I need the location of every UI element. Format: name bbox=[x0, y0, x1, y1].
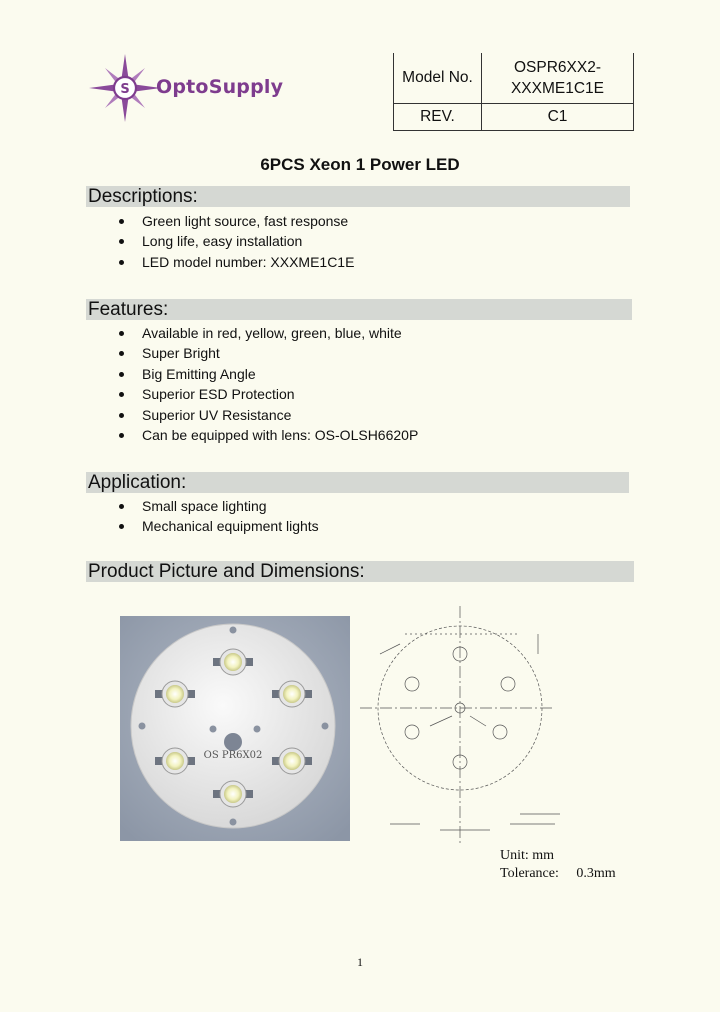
model-number-line1: OSPR6XX2- bbox=[513, 58, 601, 76]
model-label: Model No. bbox=[394, 53, 482, 103]
list-item: Long life, easy installation bbox=[86, 231, 354, 251]
list-item: Can be equipped with lens: OS-OLSH6620P bbox=[86, 425, 418, 445]
descriptions-list bbox=[86, 211, 354, 272]
list-item: Superior UV Resistance bbox=[86, 405, 418, 425]
tolerance-row bbox=[500, 866, 616, 882]
list-item: Green light source, fast response bbox=[86, 211, 354, 231]
model-info-table bbox=[393, 53, 634, 131]
features-heading: Features: bbox=[86, 299, 632, 320]
model-number-line2: XXXME1C1E bbox=[510, 79, 605, 97]
features-list bbox=[86, 323, 418, 445]
document-title: 6PCS Xeon 1 Power LED bbox=[260, 155, 460, 174]
page-number: 1 bbox=[357, 955, 363, 969]
application-list bbox=[86, 496, 319, 537]
rev-label: REV. bbox=[394, 103, 482, 130]
application-heading: Application: bbox=[86, 472, 629, 493]
list-item: Small space lighting bbox=[86, 496, 319, 516]
rev-value: C1 bbox=[482, 103, 634, 130]
dimension-drawing bbox=[360, 604, 575, 854]
descriptions-heading: Descriptions: bbox=[86, 186, 630, 207]
svg-text:S: S bbox=[120, 82, 130, 97]
list-item: Mechanical equipment lights bbox=[86, 516, 319, 536]
list-item: Available in red, yellow, green, blue, white bbox=[86, 323, 418, 343]
list-item: Superior ESD Protection bbox=[86, 384, 418, 404]
list-item: Super Bright bbox=[86, 343, 418, 363]
product-photo bbox=[120, 616, 350, 841]
tolerance-value: 0.3mm bbox=[576, 866, 616, 881]
product-heading: Product Picture and Dimensions: bbox=[86, 561, 634, 582]
list-item: LED model number: XXXME1C1E bbox=[86, 252, 354, 272]
brand-name: OptoSupply bbox=[156, 76, 284, 98]
unit-label: Unit: mm bbox=[500, 848, 555, 863]
tolerance-label: Tolerance: bbox=[500, 866, 559, 881]
model-number bbox=[482, 53, 634, 103]
list-item: Big Emitting Angle bbox=[86, 364, 418, 384]
board-marking: OS PR6X02 bbox=[203, 750, 263, 761]
